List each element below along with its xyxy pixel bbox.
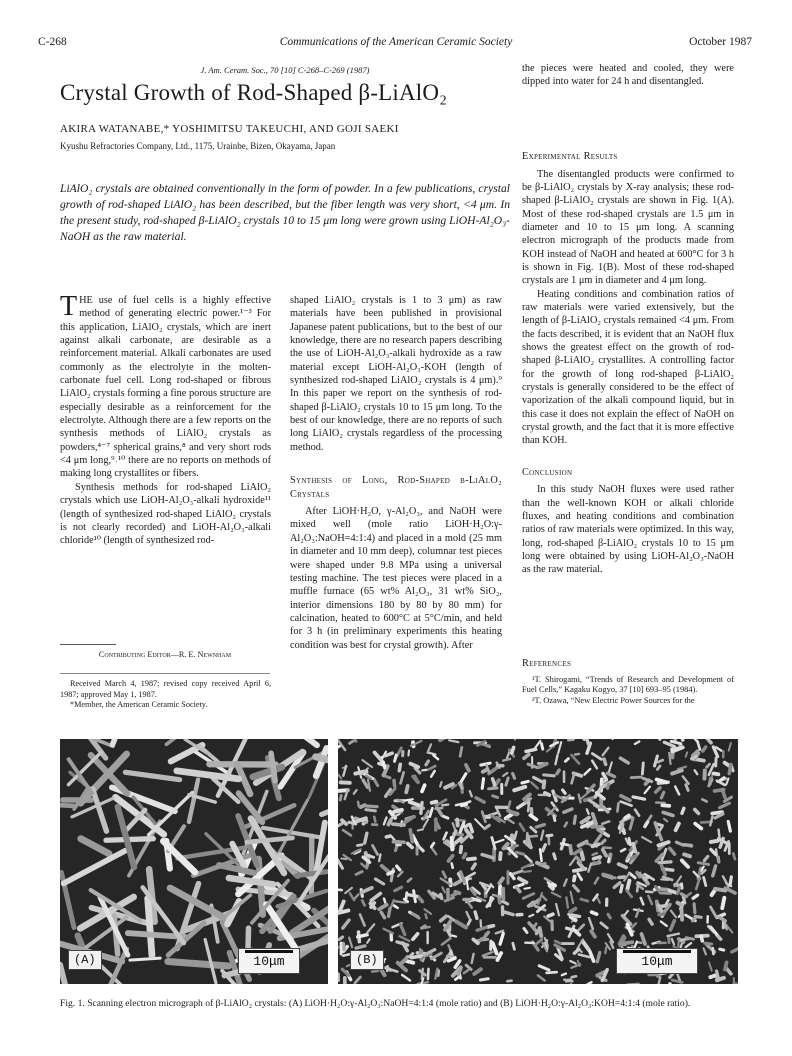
- footnote-divider-2: [60, 673, 270, 674]
- issue-date: October 1987: [689, 36, 752, 48]
- results-heading: Experimental Results: [522, 151, 618, 162]
- results-paragraph-1: The disentangled products were confirmed to be β-LiAlO₂ crystals by X-ray analysis; these rod-shaped β-LiAlO₂ crystals are shown in Fig. 1(A). Most of these rod-shaped crystals are 1.5 μm in diameter and 10 to 15 μm long. A scanning electron micrograph of the products made from KOH instead of NaOH and heated at 600°C for 3 h is shown in Fig. 1(B). Most of these rod-shaped crystals are 1 μm in diameter and 4 μm long.: [522, 168, 734, 287]
- intro-paragraph-1: [60, 291, 271, 481]
- abstract: LiAlO₂ crystals are obtained conventionally in the form of powder. In a few publications, crystal growth of rod-shaped LiAlO₂ has been described, but the fiber length was very short, <4 μm. In the present study, rod-shaped β-LiAlO₂ crystals 10 to 15 μm long were grown using LiOH-Al₂O₃-NaOH as the raw material.: [60, 182, 510, 243]
- scale-bar-b: [616, 948, 698, 974]
- micrograph-b: [338, 739, 738, 984]
- reference-2: ²T. Ozawa, “New Electric Power Sources for the: [532, 695, 695, 705]
- journal-name: Communications of the American Ceramic Society: [279, 36, 513, 48]
- intro-paragraph-3: shaped LiAlO₂ crystals is 1 to 3 μm) as raw materials have been published in provisional Japanese patent publications, but to the best of our knowledge, there are no research papers describing the use of LiOH-Al₂O₃-alkali hydroxide as a raw material except LiOH-Al₂O₃-KOH (length of synthesized rod-shaped LiAlO₂ crystals is 4 μm).⁹ In this paper we report on the synthesis of rod-shaped β-LiAlO₂ crystals 10 to 15 μm long. To the best of our knowledge, there are no reports of such long LiAlO₂ crystals regardless of the processing method.: [290, 295, 502, 453]
- scale-label-b: 10μm: [641, 954, 673, 969]
- citation: J. Am. Ceram. Soc., 70 [10] C-268–C-269 (1987): [200, 65, 370, 75]
- scale-label-a: 10μm: [253, 954, 285, 969]
- references: [522, 657, 734, 706]
- micrograph-a: [60, 739, 328, 984]
- spacer: [522, 448, 734, 466]
- scale-bar-a: [238, 948, 300, 974]
- column-3: [522, 150, 734, 577]
- article-title: Crystal Growth of Rod-Shaped β-LiAlO₂: [60, 80, 448, 105]
- conclusion-heading: Conclusion: [522, 466, 573, 478]
- synthesis-heading: Synthesis of Long, Rod-Shaped β-LiAlO₂ Crystals: [290, 475, 502, 500]
- drop-cap: T: [60, 291, 78, 322]
- contributing-editor: Contributing Editor—R. E. Newnham: [98, 650, 232, 659]
- spacer: [290, 454, 502, 474]
- references-heading: References: [522, 658, 572, 669]
- synthesis-paragraph-1: After LiOH·H₂O, γ-Al₂O₃, and NaOH were mixed well (mole ratio LiOH·H₂O:γ-Al₂O₃:NaOH=4:1:4) and placed in a mold (25 mm in diameter and 10 mm deep), columnar test pieces were shaped under 9.8 MPa using a universal testing machine. The test pieces were placed in a muffle furnace (65 wt% Al₂O₃, 31 wt% SiO₂, interior dimensions 180 by 80 by 80 mm) for calcination, heated to 600°C at 5°C/min, and held for 3 h (in preliminary experiments this heating condition was best for crystal growth). After: [290, 506, 502, 651]
- footnote-divider: [60, 644, 116, 645]
- panel-label-b: (B): [350, 950, 384, 970]
- conclusion-paragraph: In this study NaOH fluxes were used rather than the well-known KOH or alkali chloride fluxes, and heating conditions and combination ratios of raw materials were optimized. In this way, long, rod-shaped β-LiAlO₂ crystals 10 to 15 μm long were obtained by using LiOH-Al₂O₃-NaOH as the raw material.: [522, 484, 734, 576]
- scale-bar-line-b: [623, 950, 691, 953]
- received-dates: Received March 4, 1987; revised copy received April 6, 1987; approved May 1, 1987.: [60, 679, 271, 699]
- intro-paragraph-2: Synthesis methods for rod-shaped LiAlO₂ crystals which use LiOH-Al₂O₃-alkali hydroxide¹¹ (length of synthesized rod-shaped LiAlO₂ crystals is not clearly recorded) and LiOH-Al₂O₃-alkali chloride¹⁰ (length of synthesized rod-: [60, 481, 271, 547]
- reference-1: ¹T. Shirogami, “Trends of Research and Development of Fuel Cells,” Kagaku Kogyo, 37 [10] 693–95 (1984).: [522, 674, 734, 695]
- column-1: [60, 291, 271, 548]
- synthesis-paragraph-2: the pieces were heated and cooled, they were dipped into water for 24 h and disentangled.: [522, 63, 734, 88]
- column-3-top: [522, 62, 734, 89]
- authors: AKIRA WATANABE,* YOSHIMITSU TAKEUCHI, AND GOJI SAEKI: [60, 123, 399, 135]
- scale-bar-line-a: [245, 950, 293, 953]
- figure-caption: Fig. 1. Scanning electron micrograph of β-LiAlO₂ crystals: (A) LiOH·H₂O:γ-Al₂O₃:NaOH=4:1:4 (mole ratio) and (B) LiOH·H₂O:γ-Al₂O₃:KOH=4:1:4 (mole ratio).: [60, 998, 691, 1009]
- column-2: [290, 294, 502, 652]
- affiliation: Kyushu Refractories Company, Ltd., 1175, Urainbe, Bizen, Okayama, Japan: [60, 141, 336, 151]
- results-paragraph-2: Heating conditions and combination ratios of raw materials were varied extensively, but the length of β-LiAlO₂ crystals remained <4 μm. From the facts described, it is evident that an NaOH flux shows the greatest effect on the growth of rod-shaped β-LiAlO₂ crystallites. A controlling factor for the growth of long rod-shaped β-LiAlO₂ crystals is generally considered to be the effect of vaporization of the alkali compound liquid, but in this case it does not explain the effect of NaOH on crystal growth, and the fact that it is more effective than KOH.: [522, 288, 734, 447]
- member-note: *Member, the American Ceramic Society.: [70, 700, 208, 709]
- panel-label-a: (A): [68, 950, 102, 970]
- page-number: C-268: [38, 36, 67, 48]
- intro-text-1: HE use of fuel cells is a highly effective method of generating electric power.¹⁻³ For this application, LiAlO₂ crystals, which are inert against alkali carbonate, are desirable as a reinforcement material. Alkali carbonates are used commonly as the electrolyte in the molten-carbonate fuel cell. Long rod-shaped or fibrous LiAlO₂ crystals forming a fine porous structure are especially desirable as a reinforcement for the electrolyte. Although there are a few reports on the synthesis methods of LiAlO₂ crystals as powders,⁴⁻⁷ spherical grains,⁸ and very short rods <4 μm long,⁹˒¹⁰ there are no reports on methods of making long crystallites or fibers.: [60, 295, 271, 480]
